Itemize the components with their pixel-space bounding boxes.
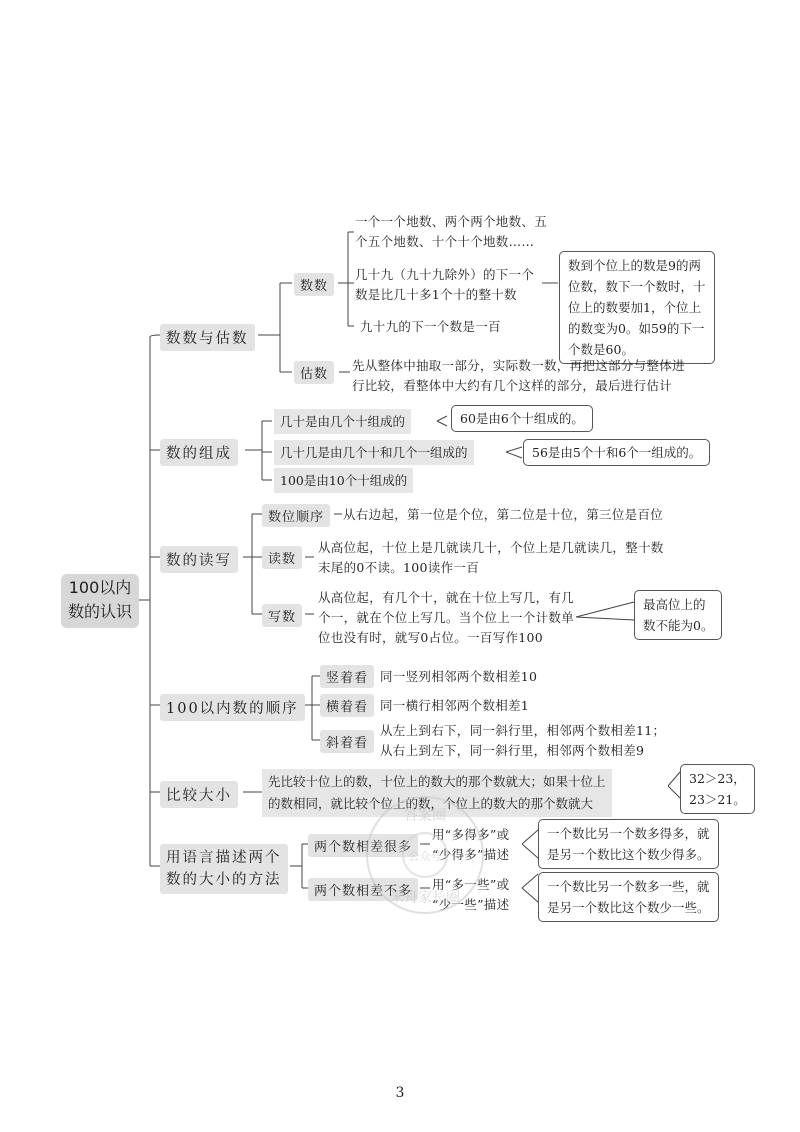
node-shu-de-duxie: 数的读写 [160,546,238,573]
root-node [61,574,139,628]
note-line: 32＞23， [689,771,746,786]
node-dushu: 读数 [262,546,302,569]
yuyan-miaoshu-line1: 用语言描述两个 [166,850,282,866]
zucheng-note1: 60是由6个十组成的。 [451,405,593,432]
bijiao-text-line2: 的数相同，就比较个位上的数，个位上的数大的那个数就大 [268,796,594,811]
page-number: 3 [395,1085,405,1101]
watermark-stamp-text: 公众号 [408,850,442,863]
node-yuyan-miaoshu [160,844,288,894]
node-shu-de-zucheng: 数的组成 [160,439,238,466]
shushu-item1-line1: 一个一个地数、两个两个地数、五 [355,214,548,229]
buduo-line1: 用“多一些”或 [432,877,510,892]
gushu-text-line1: 先从整体中抽取一部分，实际数一数，再把这部分与整体进 [352,358,685,373]
bijiao-text-line1: 先比较十位上的数，十位上的数大的那个数就大；如果十位上 [268,774,606,789]
note-line: 是另一个数比这个数少得多。 [547,847,710,862]
buduo-line2: “少一些”描述 [432,897,510,912]
note-line: 一个数比另一个数多得多，就 [547,826,710,841]
node-shuwei-shunxu: 数位顺序 [262,504,330,527]
buduo-note [538,872,719,922]
watermark-bottom-text: 米舟家长圈 [390,890,460,906]
node-gushu: 估数 [294,361,334,384]
note-line: 位数，数下一个数时，十 [568,279,706,294]
henduo-note [538,819,719,869]
note-line: 23＞21。 [689,792,746,807]
hengzhe-kan-text: 同一横行相邻两个数相差1 [380,698,530,713]
henduo-line2: “少得多”描述 [432,847,510,862]
note-line: 个数是60。 [568,342,634,357]
watermark-stamp [360,790,490,920]
shushu-item2-line1: 几十九（九十九除外）的下一个 [355,267,535,282]
gushu-text-line2: 行比较，看整体中大约有几个这样的部分，最后进行估计 [352,378,673,393]
note-line: 的数变为0。如59的下一 [568,321,705,336]
shuzhe-kan-text: 同一竖列相邻两个数相差10 [380,669,538,684]
shushu-item1-line2: 个五个地数、十个十个地数…… [355,234,535,249]
shushu-item2-line2: 数是比几十多1个十的整十数 [355,287,517,302]
xiezhe-kan-line2: 从右上到左下，同一斜行里，相邻两个数相差9 [380,743,645,758]
dushu-line2: 末尾的0不读。100读作一百 [318,560,480,575]
xieshu-line2: 个一，就在个位上写几。当个位上一个计数单 [318,610,575,625]
bijiao-note [680,764,755,814]
dushu-line1: 从高位起，十位上是几就读几十，个位上是几就读几，整十数 [318,540,664,555]
node-bijiao-daxiao: 比较大小 [160,781,238,808]
note-line: 最高位上的 [643,597,706,612]
zucheng-item2: 几十几是由几个十和几个一组成的 [274,440,474,465]
root-line1: 100以内 [68,578,132,597]
root-line2: 数的认识 [67,602,132,621]
zucheng-note2: 56是由5个十和6个一组成的。 [523,439,710,466]
node-shuzhe-kan: 竖着看 [320,665,374,688]
henduo-line1: 用“多得多”或 [432,827,510,842]
node-xiangcha-buduo: 两个数相差不多 [308,878,418,901]
node-hengzhe-kan: 横着看 [320,694,374,717]
watermark-top-text: 答案圈 [404,808,446,824]
note-line: 一个数比另一个数多一些，就 [547,879,710,894]
note-line: 数不能为0。 [643,618,714,633]
xiezhe-kan-line1: 从左上到右下，同一斜行里，相邻两个数相差11； [380,723,666,738]
shuwei-shunxu-text: 从右边起，第一位是个位，第二位是十位，第三位是百位 [343,507,664,522]
node-shushu-yu-gushu: 数数与估数 [160,324,255,351]
zucheng-item3: 100是由10个十组成的 [274,468,413,493]
node-shushu: 数数 [294,273,334,296]
node-xiezhe-kan: 斜着看 [320,730,374,753]
shushu-note [559,251,715,364]
note-line: 是另一个数比这个数少一些。 [547,900,710,915]
node-xieshu: 写数 [262,604,302,627]
xieshu-note [634,590,722,640]
shushu-item3: 九十九的下一个数是一百 [360,319,501,334]
note-line: 数到个位上的数是9的两 [568,258,701,273]
zucheng-item1: 几十是由几个十组成的 [274,409,411,434]
yuyan-miaoshu-line2: 数的大小的方法 [166,872,282,888]
node-xiangcha-henduo: 两个数相差很多 [308,834,418,857]
xieshu-line3: 位也没有时，就写0占位。一百写作100 [318,630,544,645]
note-line: 位上的数要加1，个位上 [568,300,701,315]
xieshu-line1: 从高位起，有几个十，就在十位上写几，有几 [318,590,575,605]
node-shunxu: 100以内数的顺序 [160,694,305,721]
